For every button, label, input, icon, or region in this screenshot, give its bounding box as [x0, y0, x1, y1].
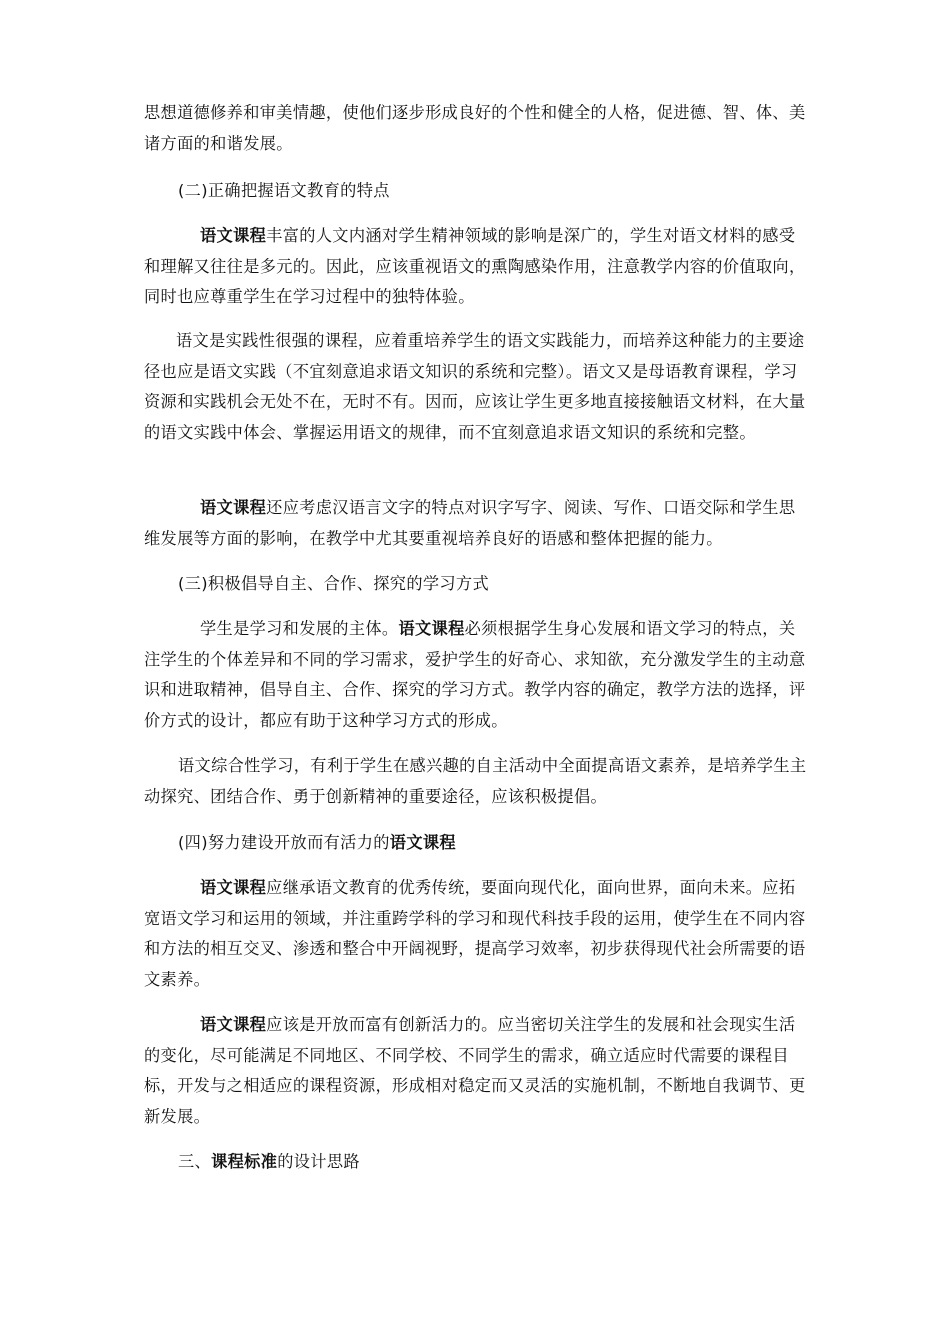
paragraph-text: 还应考虑汉语言文字的特点对识字写字、阅读、写作、口语交际和学生思维发展等方面的影响，在教学中尤其要重视培养良好的语感和整体把握的能力。 — [144, 498, 796, 548]
paragraph-learner-subject — [144, 614, 808, 736]
paragraph-moral-development — [144, 98, 808, 159]
paragraph-text: 语文是实践性很强的课程，应着重培养学生的语文实践能力，而培养这种能力的主要途径也应是语文实践（不宜刻意追求语文知识的系统和完整）。语文又是母语教育课程，学习资源和实践机会无处不在，无时不有。因而，应该让学生更多地直接接触语文材料，在大量的语文实践中体会、掌握运用语文的规律，而不宜刻意追求语文知识的系统和完整。 — [144, 331, 806, 442]
heading-text: (四)努力建设开放而有活力的 — [178, 833, 390, 852]
paragraph-text: 思想道德修养和审美情趣，使他们逐步形成良好的个性和健全的人格，促进德、智、体、美诸方面的和谐发展。 — [144, 103, 806, 153]
paragraph-text: 应该是开放而富有创新活力的。应当密切关注学生的发展和社会现实生活的变化，尽可能满足不同地区、不同学校、不同学生的需求，确立适应时代需要的课程目标，开发与之相适应的课程资源，形成相对稳定而又灵活的实施机制，不断地自我调节、更新发展。 — [144, 1015, 806, 1126]
paragraph-text: 应继承语文教育的优秀传统，要面向现代化，面向世界，面向未来。应拓宽语文学习和运用的领域，并注重跨学科的学习和现代科技手段的运用，使学生在不同内容和方法的相互交叉、渗透和整合中开阔视野，提高学习效率，初步获得现代社会所需要的语文素养。 — [144, 878, 806, 989]
heading-text: (三)积极倡导自主、合作、探究的学习方式 — [178, 574, 490, 593]
keyword-chinese-course: 语文课程 — [200, 1015, 267, 1034]
paragraph-text: 必须根据学生身心发展和语文学习的特点，关注学生的个体差异和不同的学习需求，爱护学生的好奇心、求知欲，充分激发学生的主动意识和进取精神，倡导自主、合作、探究的学习方式。教学内容的确定，教学方法的选择，评价方式的设计，都应有助于这种学习方式的形成。 — [144, 619, 806, 730]
heading-text: 的设计思路 — [277, 1152, 360, 1171]
section-heading-4 — [178, 828, 456, 859]
paragraph-chinese-characters — [144, 493, 808, 554]
section-heading-3 — [178, 569, 489, 600]
section-heading-design — [178, 1147, 360, 1178]
heading-text: (二)正确把握语文教育的特点 — [178, 181, 390, 200]
paragraph-practice — [144, 326, 808, 448]
keyword-chinese-course: 语文课程 — [398, 619, 465, 638]
paragraph-text: 语文综合性学习，有利于学生在感兴趣的自主活动中全面提高语文素养，是培养学生主动探究、团结合作、勇于创新精神的重要途径，应该积极提倡。 — [144, 756, 807, 806]
paragraph-text: 丰富的人文内涵对学生精神领域的影响是深广的，学生对语文材料的感受和理解又往往是多元的。因此，应该重视语文的熏陶感染作用，注意教学内容的价值取向，同时也应尊重学生在学习过程中的独特体验。 — [144, 226, 806, 306]
keyword-curriculum-standard: 课程标准 — [211, 1152, 278, 1171]
paragraph-open-innovative — [144, 1010, 808, 1132]
paragraph-lead: 学生是学习和发展的主体。 — [200, 619, 399, 638]
keyword-chinese-course: 语文课程 — [389, 833, 456, 852]
keyword-chinese-course: 语文课程 — [200, 878, 267, 897]
paragraph-tradition-modernization — [144, 873, 808, 995]
heading-lead: 三、 — [178, 1152, 212, 1171]
paragraph-comprehensive-learning — [144, 751, 808, 812]
section-heading-2 — [178, 176, 390, 207]
paragraph-humanistic-content — [144, 221, 808, 313]
keyword-chinese-course: 语文课程 — [200, 498, 267, 517]
keyword-chinese-course: 语文课程 — [200, 226, 267, 245]
